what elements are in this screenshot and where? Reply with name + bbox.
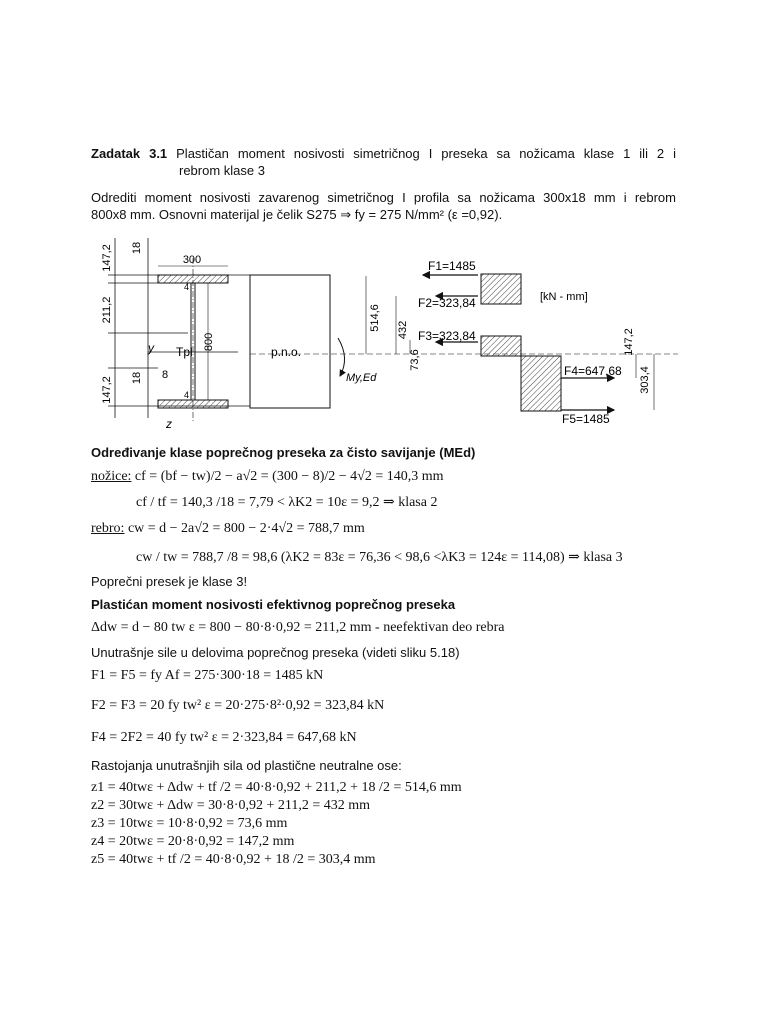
moment-label: My,Ed: [346, 372, 377, 384]
pno-label: p.n.o.: [271, 345, 302, 359]
axis-y-label: y: [148, 341, 154, 355]
centroid-label: Tpl: [176, 345, 193, 359]
force-f4: F4=647,68: [564, 364, 622, 378]
z3-eq: z3 = 10twε = 10·8·0,92 = 73,6 mm: [91, 816, 288, 831]
dim-bot-147: 147,2: [101, 376, 113, 404]
task-title: Plastičan moment nosivosti simetričnog I preseka sa nožicama klase 1 ili 2 i: [176, 146, 676, 161]
task-label: Zadatak 3.1: [91, 146, 168, 161]
class-conclusion: Poprečni presek je klase 3!: [91, 574, 248, 589]
lever-z4: 147,2: [623, 328, 635, 356]
stress-block-web-top: [481, 336, 521, 356]
dim-top-147: 147,2: [101, 244, 113, 272]
flange-eq-1: nožice: cf = (bf − tw)/2 − a√2 = (300 − 8)/2 − 4√2 = 140,3 mm: [91, 469, 444, 484]
axis-z-label: z: [166, 417, 172, 431]
dw-eq: Δdw = d − 80 tw ε = 800 − 80·8·0,92 = 211,2 mm - neefektivan deo rebra: [91, 620, 505, 635]
z2-eq: z2 = 30twε + Δdw = 30·8·0,92 + 211,2 = 432 mm: [91, 798, 370, 813]
weld-label-bot: 4: [184, 390, 190, 400]
force-f2: F2=323,84: [418, 296, 476, 310]
weld-label-top: 4: [184, 282, 190, 292]
force-f5: F5=1485: [562, 412, 610, 426]
z1-eq: z1 = 40twε + Δdw + tf /2 = 40·8·0,92 + 211,2 + 18 /2 = 514,6 mm: [91, 780, 462, 795]
web-height-label: 800: [203, 332, 215, 352]
z4-eq: z4 = 20twε = 20·8·0,92 = 147,2 mm: [91, 834, 295, 849]
intro-line-2: 800x8 mm. Osnovni materijal je čelik S275 ⇒ fy = 275 N/mm² (ε =0,92).: [91, 207, 503, 222]
dim-top-18: 18: [131, 241, 143, 255]
class-heading: Određivanje klase poprečnog preseka za čisto savijanje (MEd): [91, 445, 476, 460]
f1-eq: F1 = F5 = fy Af = 275·300·18 = 1485 kN: [91, 668, 324, 683]
force-f1: F1=1485: [428, 259, 476, 273]
f4-eq: F4 = 2F2 = 40 fy tw² ε = 2·323,84 = 647,68 kN: [91, 730, 357, 745]
f2-eq: F2 = F3 = 20 fy tw² ε = 20·275·8²·0,92 = 323,84 kN: [91, 698, 385, 713]
flange-width-label: 300: [182, 254, 202, 266]
task-title-line-2: rebrom klase 3: [179, 163, 265, 178]
dim-bot-18: 18: [131, 371, 143, 385]
flange-label: nožice:: [91, 469, 132, 484]
lever-z2: 432: [397, 320, 409, 340]
dist-intro: Rastojanja unutrašnjih sila od plastične neutralne ose:: [91, 758, 402, 773]
beam-elevation: [250, 275, 330, 408]
web-label: rebro:: [91, 521, 125, 536]
plastic-heading: Plastićan moment nosivosti efektivnog poprečnog preseka: [91, 597, 456, 612]
lever-z3: 73,6: [409, 349, 421, 371]
cross-section-figure: [88, 228, 678, 433]
flange-eq-2: cf / tf = 140,3 /18 = 7,79 < λK2 = 10ε = 9,2 ⇒ klasa 2: [136, 495, 438, 510]
z5-eq: z5 = 40twε + tf /2 = 40·8·0,92 + 18 /2 = 303,4 mm: [91, 852, 376, 867]
task-title-line-1: [91, 145, 676, 162]
stress-block-top-flange: [481, 274, 521, 304]
intro-line-1: Odrediti moment nosivosti zavarenog simetričnog I profila sa nožicama 300x18 mm i rebrom: [91, 190, 676, 205]
web-thickness-label: 8: [162, 369, 169, 381]
web-eq-1: rebro: cw = d − 2a√2 = 800 − 2·4√2 = 788,7 mm: [91, 521, 365, 536]
force-f3: F3=323,84: [418, 329, 476, 343]
dim-mid-211: 211,2: [101, 296, 113, 324]
web-eq-2: cw / tw = 788,7 /8 = 98,6 (λK2 = 83ε = 76,36 < 98,6 <λK3 = 124ε = 114,08) ⇒ klasa 3: [136, 550, 623, 565]
forces-intro: Unutrašnje sile u delovima poprečnog preseka (videti sliku 5.18): [91, 645, 460, 660]
stress-block-web-bottom: [521, 356, 561, 411]
units-label: [kN - mm]: [540, 291, 588, 303]
lever-z5: 303,4: [639, 366, 651, 394]
lever-z1: 514,6: [369, 304, 381, 332]
